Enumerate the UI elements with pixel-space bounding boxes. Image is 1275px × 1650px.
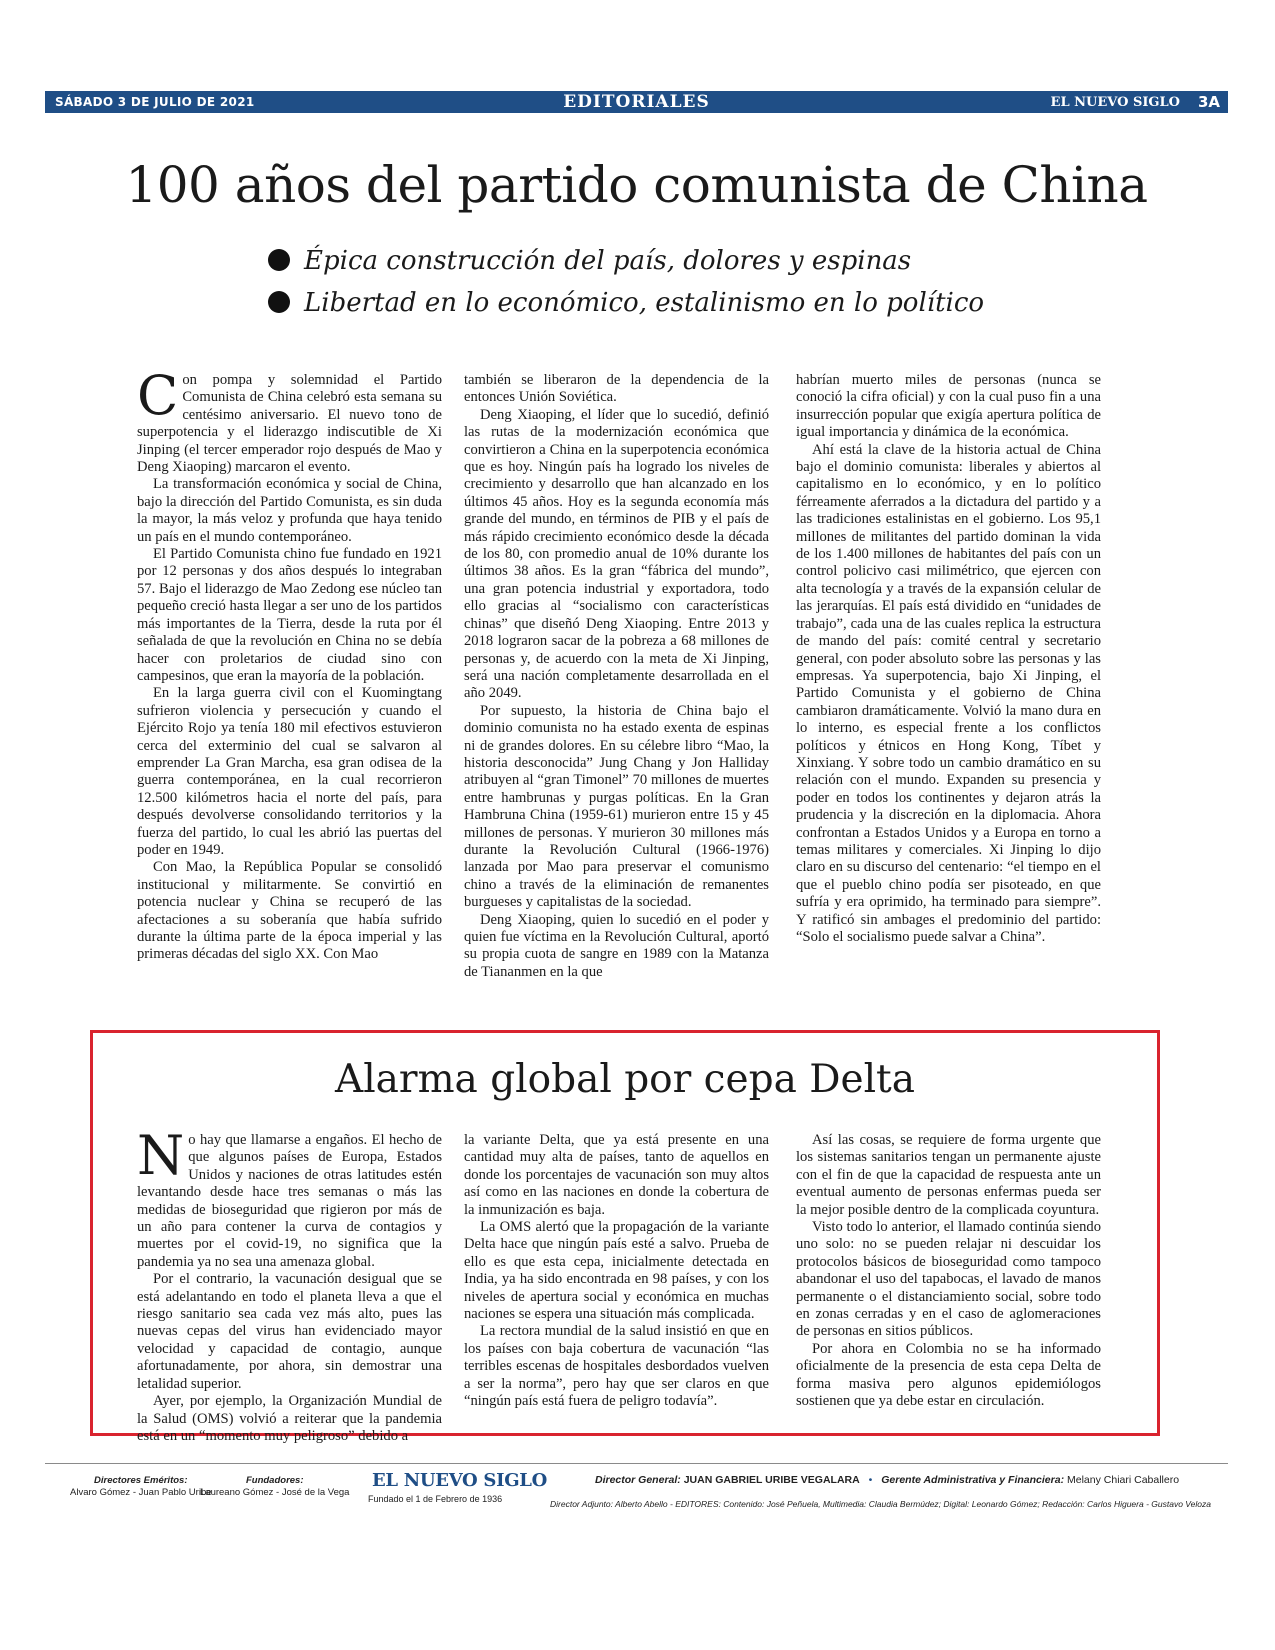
paragraph: habrían muerto miles de personas (nunca se conoció la cifra oficial) y con la cual puso fin a una insurrección popular que exigía apertura política de igual importancia y dinámica de la económica. [796, 372, 1101, 441]
founded-date: Fundado el 1 de Febrero de 1936 [368, 1494, 503, 1504]
paragraph: La OMS alertó que la propagación de la variante Delta hace que ningún país esté a salvo. Prueba de ello es que esta cepa, inicialmente detectada en India, ya ha sido encontrada en 98 países, y con los niveles de apertura social y económica en muchas naciones se espera una situación más complicada. [464, 1219, 769, 1323]
paragraph: Deng Xiaoping, el líder que lo sucedió, definió las rutas de la modernización económica que convirtieron a China en la superpotencia económica que es hoy. Ningún país ha logrado los niveles de crecimiento y desarrollo que han alcanzado en los últimos 45 años. Hoy es la segunda economía más grande del mundo, en términos de PIB y el país de más rápido crecimiento económico desde la década de los 80, con promedio anual de 10% durante los últimos 38 años. Es la gran “fábrica del mundo”, una gran potencia industrial y exportadora, todo ello gracias al “socialismo con características chinas” que diseñó Deng Xiaoping. Entre 2013 y 2018 lograron sacar de la pobreza a 68 millones de personas y, de acuerdo con la meta de Xi Jinping, será una nación completamente desarrollada en el año 2049. [464, 406, 769, 702]
directores-emeritos [70, 1475, 212, 1499]
separator: • [868, 1474, 873, 1486]
subhead-2 [268, 282, 1028, 324]
second-article-column-1 [137, 1124, 442, 1444]
fundadores [200, 1475, 349, 1499]
footer-names: Laureano Gómez - José de la Vega [200, 1487, 350, 1498]
paragraph: En la larga guerra civil con el Kuomingtang sufrieron violencia y persecución y cuando el Ejército Rojo ya tenía 180 mil efectivos estuvieron cerca del exterminio del cual se salvaron al emprender La Gran Marcha, esa gran odisea de la guerra contemporánea, en la cual recorrieron 12.500 kilómetros hacia el norte del país, para después devolverse consolidando territorios y la fuerza del partido, lo cual les abrió las puertas del poder en 1949. [137, 685, 442, 858]
paragraph: Ahí está la clave de la historia actual de China bajo el dominio comunista: liberales y abiertos al capitalismo en lo económico, y en lo político férreamente aferrados a la dictadura del partido y a las tradiciones estalinistas en el gobierno. Los 95,1 millones de militantes del partido dominan la vida de los 1.400 millones de habitantes del país con un control policivo casi milimétrico, que ejercen con alta tecnología y a través de la expansión celular de las jerarquías. El país está dividido en “unidades de trabajo”, cada una de las cuales replica la estructura de mando del país: comité central y secretario general, con poder absoluto sobre las personas y las empresas. Ya superpotencia, bajo Xi Jinping, el Partido Comunista y el gobierno de China cambiaron dramáticamente. Volvió la mano dura en lo interno, es especial frente a los conflictos políticos y étnicos en Hong Kong, Tíbet y Xinxiang. Y sobre todo un cambio dramático en su relación con el mundo. Expanden su presencia y poder en todos los continentes y dejaron atrás la prudencia y la discreción en la diplomacia. Ahora confrontan a Estados Unidos y a Europa en torno a temas militares y comerciales. Xi Jinping lo dijo claro en su discurso del centenario: “el tiempo en el que el pueblo chino podía ser pisoteado, en que sufría y era oprimido, ha terminado para siempre”. Y ratificó sin ambages el predominio del partido: “Solo el socialismo puede salvar a China”. [796, 441, 1101, 945]
paragraph: El Partido Comunista chino fue fundado en 1921 por 12 personas y dos años después lo integraban 57. Bajo el liderazgo de Mao Zedong ese núcleo tan pequeño creció hasta llegar a ser uno de los partidos más importantes de la Tierra, desde la ruta por él señalada de que la revolución en China no se debía hacer con proletarios de ciudad sino con campesinos, que eran la mayoría de la población. [137, 546, 442, 684]
masthead-logo: EL NUEVO SIGLO [372, 1470, 548, 1491]
paragraph: Por ahora en Colombia no se ha informado oficialmente de la presencia de esta cepa Delta de forma masiva pero algunos epidemiólogos sostienen que ya debe estar en circulación. [796, 1340, 1101, 1410]
paragraph [137, 364, 442, 476]
paragraph-text: on pompa y solemnidad el Partido Comunista de China celebró esta semana su centésimo aniversario. El nuevo tono de superpotencia y el liderazgo indiscutible de Xi Jinping (el tercer emperador rojo después de Mao y Deng Xiaoping) marcaron el evento. [137, 372, 442, 476]
main-article-column-3 [796, 372, 1101, 1010]
paragraph: la variante Delta, que ya está presente en una cantidad muy alta de países, tanto de aquellos en donde los porcentajes de vacunación son muy altos así como en las naciones en donde la cobertura de la inmunización es baja. [464, 1132, 769, 1218]
paragraph [137, 1124, 442, 1271]
main-article-column-2 [464, 372, 769, 1010]
footer-label: Directores Eméritos: [94, 1475, 188, 1486]
second-article-column-2 [464, 1132, 769, 1422]
page-number: 3A [1197, 93, 1220, 111]
footer-names: Alvaro Gómez - Juan Pablo Uribe [70, 1487, 212, 1498]
main-headline: 100 años del partido comunista de China [125, 156, 1148, 214]
newspaper-brand: EL NUEVO SIGLO [1050, 95, 1180, 110]
footer-label: Gerente Administrativa y Financiera: [881, 1474, 1065, 1486]
footer-divider [45, 1463, 1228, 1464]
subhead-text: Épica construcción del país, dolores y espinas [304, 246, 912, 276]
paragraph: también se liberaron de la dependencia de la entonces Unión Soviética. [464, 372, 769, 406]
management-line [595, 1474, 1179, 1486]
paragraph: La rectora mundial de la salud insistió en que en los países con baja cobertura de vacunación “las terribles escenas de hospitales desbordados vuelven a ser la norma”, pero hay que ser claros en que “ningún país está fuera de peligro todavía”. [464, 1323, 769, 1410]
paragraph: Deng Xiaoping, quien lo sucedió en el poder y quien fue víctima en la Revolución Cultural, aportó su propia cuota de sangre en 1989 con la Matanza de Tiananmen en la que [464, 911, 769, 980]
section-title: EDITORIALES [563, 92, 710, 112]
director-general-name: JUAN GABRIEL URIBE VEGALARA [683, 1474, 860, 1486]
subheads [268, 240, 1028, 324]
subhead-text: Libertad en lo económico, estalinismo en lo político [304, 288, 985, 318]
paragraph: Ayer, por ejemplo, la Organización Mundial de la Salud (OMS) volvió a reiterar que la pandemia está en un “momento muy peligroso” debido a [137, 1393, 442, 1444]
paragraph: Por supuesto, la historia de China bajo el dominio comunista no ha estado exenta de espinas ni de grandes dolores. En su célebre libro “Mao, la historia desconocida” Jung Chang y Jon Halliday atribuyen al “gran Timonel” 70 millones de muertes entre hambrunas y purgas políticas. En la Gran Hambruna China (1959-61) murieron entre 15 y 45 millones de personas. Y murieron 30 millones más durante la Revolución Cultural (1966-1976) lanzada por Mao para preservar el comunismo chino a través de la eliminación de remanentes burgueses y capitalistas de la sociedad. [464, 702, 769, 911]
edition-date: SÁBADO 3 DE JULIO DE 2021 [55, 95, 255, 109]
footer-label: Director General: [595, 1474, 681, 1486]
paragraph: Visto todo lo anterior, el llamado continúa siendo uno solo: no se pueden relajar ni descuidar los protocolos básicos de bioseguridad como tampoco abandonar el uso del tapabocas, el lavado de manos permanente o el distanciamiento social, sobre todo en zonas cerradas y en el caso de aglomeraciones de personas en sitios públicos. [796, 1219, 1101, 1340]
subhead-1 [268, 240, 1028, 282]
header-bar [45, 91, 1228, 113]
dropcap: N [137, 1124, 185, 1187]
second-headline: Alarma global por cepa Delta [335, 1057, 915, 1102]
footer-label: Fundadores: [245, 1475, 304, 1486]
bullet-icon [268, 249, 290, 271]
paragraph-text: o hay que llamarse a engaños. El hecho de que algunos países de Europa, Estados Unidos y naciones de otras latitudes estén levantando desde hace tres semanas o más las medidas de bioseguridad que rigieron por más de un año para contener la curva de contagios y muertes por el covid-19, no significa que la pandemia ya no sea una amenaza global. [137, 1132, 442, 1270]
gerente-name: Melany Chiari Caballero [1067, 1474, 1180, 1486]
paragraph: La transformación económica y social de China, bajo la dirección del Partido Comunista, es sin duda la mayor, la más veloz y profunda que haya tenido un país en el mundo contemporáneo. [137, 476, 442, 545]
main-article-column-1 [137, 364, 442, 1010]
paragraph: Así las cosas, se requiere de forma urgente que los sistemas sanitarios tengan un permanente ajuste con el fin de que la capacidad de respuesta ante un eventual aumento de personas enfermas pueda ser la mejor posible dentro de la complicada coyuntura. [796, 1132, 1101, 1218]
second-article-column-3 [796, 1132, 1101, 1422]
paragraph: Con Mao, la República Popular se consolidó institucional y militarmente. Se convirtió en potencia nuclear y China se recuperó de las afectaciones a su soberanía que había sufrido durante la última parte de la época imperial y las primeras décadas del siglo XX. Con Mao [137, 859, 442, 963]
staff-line: Director Adjunto: Alberto Abello - EDITORES: Contenido: José Peñuela, Multimedia: Claudia Bermúdez; Digital: Leonardo Gómez; Redacción: Carlos Higuera - Gustavo Veloza [550, 1499, 1211, 1509]
paragraph: Por el contrario, la vacunación desigual que se está adelantando en todo el planeta lleva a que el riesgo sanitario sea cada vez más alto, pues las nuevas cepas del virus han evidenciado mayor velocidad y capacidad de contagio, aunque afortunadamente, por ahora, sin demostrar una letalidad superior. [137, 1271, 442, 1392]
bullet-icon [268, 291, 290, 313]
dropcap: C [137, 364, 179, 427]
